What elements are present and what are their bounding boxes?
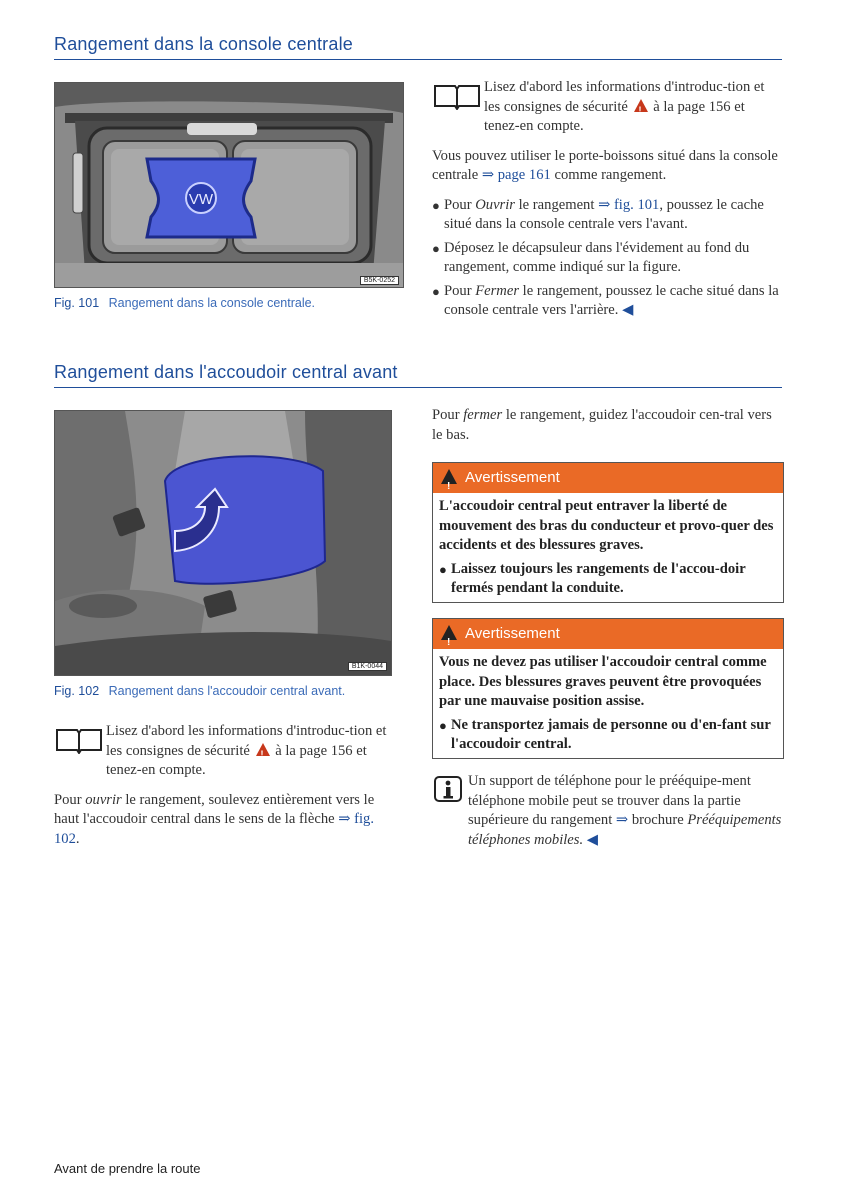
- intro-note: [432, 78, 782, 137]
- figure-101-console-storage: [54, 82, 404, 288]
- page-161-link[interactable]: ⇒ page 161: [481, 167, 551, 183]
- intro-text: Lisez d'abord les informations d'introduc-tion et les consignes de sécurité: [484, 79, 765, 115]
- paragraph-close-armrest: Pour fermer le rangement, guidez l'accoudoir cen-tral vers le bas.: [432, 407, 772, 443]
- end-mark-icon: ◀: [622, 302, 634, 318]
- warning-triangle-icon: [441, 469, 457, 484]
- section2-left-text: [54, 722, 394, 859]
- console-storage-illustration: [55, 83, 403, 287]
- paragraph-open-armrest: Pour ouvrir le rangement, soulevez entièrement vers le haut l'accoudoir central dans le sens de la flèche ⇒ fig. 102.: [54, 791, 375, 847]
- intro-text: Lisez d'abord les informations d'introduc-tion et les consignes de sécurité: [106, 723, 387, 759]
- bullet-bottle-opener: ● Déposez le décapsuleur dans l'évidement au fond du rangement, comme indiqué sur la figure.: [432, 239, 782, 278]
- warning-body: [433, 493, 783, 602]
- fig-101-link[interactable]: ⇒ fig. 101: [598, 196, 660, 213]
- warning-bullet: ● Ne transportez jamais de personne ou d'en-fant sur l'accoudoir central.: [439, 716, 777, 755]
- brochure-link[interactable]: ⇒: [615, 812, 629, 828]
- figure-code: B5K-0252: [360, 276, 399, 285]
- page-footer: Avant de prendre la route: [54, 1161, 201, 1176]
- figure-101-caption: [54, 296, 315, 310]
- warning-text: L'accoudoir central peut entraver la liberté de mouvement des bras du conducteur et provo-quer des accidents et des blessures graves.: [439, 498, 774, 553]
- section-title-armrest: Rangement dans l'accoudoir central avant: [54, 362, 782, 388]
- svg-text:VW: VW: [188, 191, 214, 208]
- warning-triangle-icon: [256, 743, 270, 756]
- info-note: Un support de téléphone pour le prééquipe-ment téléphone mobile peut se trouver dans la partie supérieure du rangement ⇒ brochure Prééquipements téléphones mobiles. ◀: [432, 772, 782, 850]
- bullet-dot-icon: ●: [432, 283, 440, 299]
- fig-102-link[interactable]: ⇒ fig. 102: [54, 811, 375, 847]
- warning-body: [433, 649, 783, 758]
- intro-text-end: à la page 156 et tenez-en compte.: [484, 98, 745, 134]
- book-icon: [432, 80, 482, 110]
- section2-right-text: [432, 406, 782, 455]
- figure-caption-text: Rangement dans la console centrale.: [108, 296, 316, 310]
- warning-header: !Avertissement: [433, 619, 783, 649]
- bullet-close: ● Pour Fermer le rangement, poussez le cache situé dans la console centrale vers l'arrière. ◀: [432, 282, 782, 321]
- figure-code: B1K-0044: [348, 662, 387, 671]
- warning-text: Vous ne devez pas utiliser l'accoudoir central comme place. Des blessures graves peuvent être provoquées par une mauvaise position assise.: [439, 654, 767, 709]
- warning-triangle-icon: [634, 99, 648, 112]
- end-mark-icon: ◀: [586, 831, 598, 848]
- book-icon: [54, 724, 104, 754]
- intro-note: [54, 722, 394, 781]
- figure-102-caption: [54, 684, 345, 698]
- figure-number: Fig. 102: [54, 684, 100, 698]
- bullet-dot-icon: ●: [439, 561, 447, 577]
- figure-102-armrest: [54, 410, 392, 676]
- bullet-dot-icon: ●: [439, 717, 447, 733]
- bullet-open: ● Pour Ouvrir le rangement ⇒ fig. 101, poussez le cache situé dans la console centrale vers l'avant.: [432, 196, 782, 235]
- warning-box-1: [432, 462, 784, 603]
- figure-caption-text: Rangement dans l'accoudoir central avant.: [108, 684, 346, 698]
- warning-triangle-icon: [441, 625, 457, 640]
- paragraph-cupholder: Vous pouvez utiliser le porte-boissons situé dans la console centrale ⇒ page 161 comme rangement.: [432, 147, 778, 183]
- section1-text-column: [432, 78, 782, 325]
- warning-box-2: [432, 618, 784, 759]
- bullet-dot-icon: ●: [432, 240, 440, 256]
- info-icon: [432, 774, 468, 804]
- warning-bullet: ● Laissez toujours les rangements de l'accou-doir fermés pendant la conduite.: [439, 560, 777, 599]
- figure-number: Fig. 101: [54, 296, 100, 310]
- armrest-illustration: [55, 411, 391, 675]
- bullet-dot-icon: ●: [432, 197, 440, 213]
- warning-header: !Avertissement: [433, 463, 783, 493]
- intro-text-end: à la page 156 et tenez-en compte.: [106, 742, 367, 778]
- section-title-console: Rangement dans la console centrale: [54, 34, 782, 60]
